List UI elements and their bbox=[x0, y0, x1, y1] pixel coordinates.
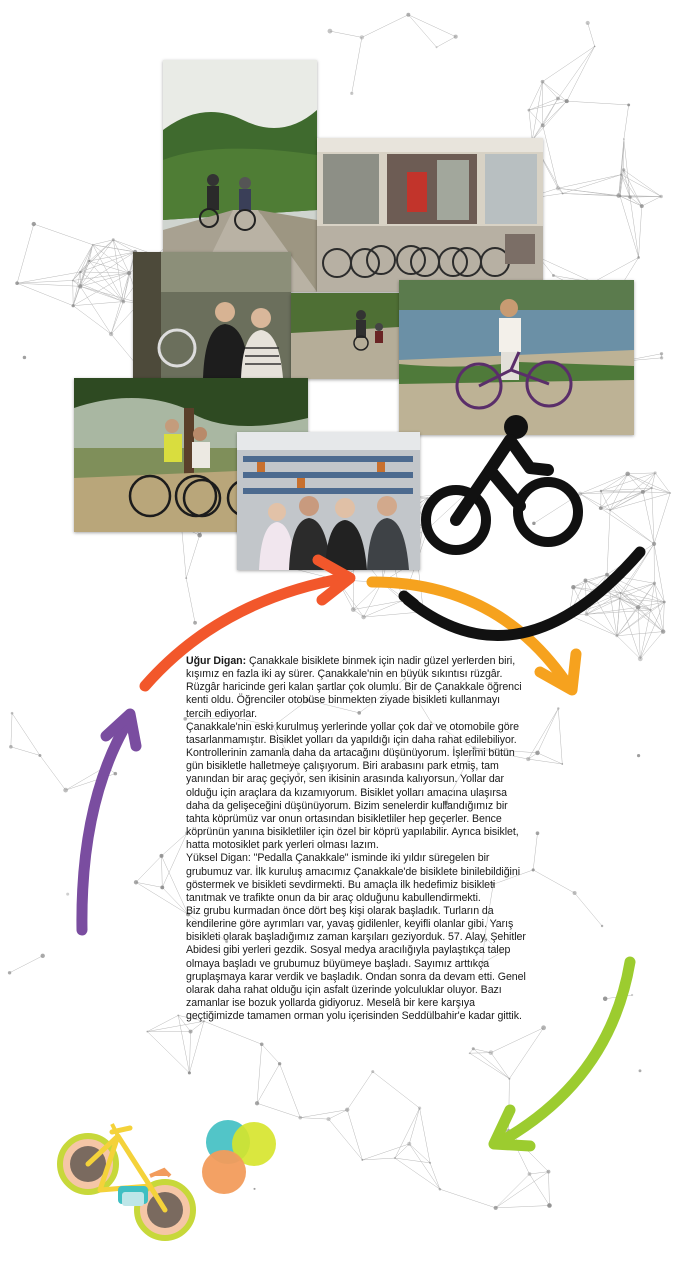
photo-shop-group bbox=[237, 432, 420, 570]
photo-group-in-shop-icon bbox=[237, 432, 420, 570]
paragraph-text: Biz grubu kurmadan önce dört beş kişi olarak başladık. Turların da kendilerine göre ayrımları var, yavaş gidilenler, keyifli olanlar gibi. Yarış bisikleti olarak başladığımız zaman karşıları geziyorduk. 57. Alay, Şehitler Abidesi gibi yerleri gezdik. Sosyal medya aracılığıyla paylaştıkça talep olmaya başladı ve grubumuz büyümeye başladı. Sayımız arttıkça gruplaşmaya karar verdik ve başladık. Ondan sonra da devam etti. Genel olarak daha rahat olduğu için asfalt üzerinde yolculuklar oluyor. Bazı zamanlar ise bozuk yollarda gidiyoruz. Meselâ bir kere karşıya geçtiğimizde tamamen orman yolu içerisinden Seddülbahir'e kadar gittik. bbox=[186, 904, 526, 1023]
article-paragraph-3 bbox=[186, 852, 526, 905]
paragraph-text: Çanakkale'nin eski kurulmuş yerlerinde yollar çok dar ve otomobile göre tasarlanmamıştır. Bisiklet yolları da yapıldığı için daha rahat edilebiliyor. Kontrollerinin zamanla daha da artacağını düşünüyorum. İşlerimi bütün gün bisikletle halletmeye çalışıyorum. Biri arabasını park etmiş, tam yanından bir araç geçiyor, sen ikisinin arasında kalıyorsun. Yollar dar olduğu için araçlara da kızamıyorum. Bisiklet yolları amacına ulaşırsa daha da gelişeceğini düşünüyorum. Bizim senelerdir kullandığımız bir tahta köprümüz var onun ortasından bisikletliler hep geçerler. Bence köprünün yanına bisikletliler için özel bir köprü yapılabilir. Ayrıca bisiklet, hatta motosiklet park yerleri olması lazım. bbox=[186, 720, 519, 852]
photo-boy-with-bike-lakeside-icon bbox=[399, 280, 634, 435]
article-paragraph-2 bbox=[186, 721, 526, 853]
article-paragraph-4 bbox=[186, 905, 526, 1023]
article-paragraph-1 bbox=[186, 655, 526, 721]
photo-tree-road bbox=[291, 293, 399, 379]
photo-bike-shop-front bbox=[317, 138, 543, 292]
paragraph-text: Yüksel Digan: "Pedalla Çanakkale" isminde iki yıldır süregelen bir grubumuz var. İlk kuruluş amacımız Çanakkale'de bisiklete binilebildiğini göstermek ve bisikleti sevdirmekti. Bu amaçla ilk hedefimiz bisikleti tanıtmak ve trafikte onun da bir araç olduğunu kabullendirmekti. bbox=[186, 852, 521, 904]
article-body bbox=[186, 655, 526, 1023]
photo-bike-shop-storefront-icon bbox=[317, 138, 543, 292]
photo-shop-interior-men bbox=[133, 252, 291, 378]
photo-cyclists-trail-icon bbox=[291, 293, 399, 379]
photo-two-men-indoors-icon bbox=[133, 252, 291, 378]
paragraph-text: Çanakkale bisiklete binmek için nadir güzel yerlerden biri, kışımız en fazla iki ay sürer. Çanakkale'nin en büyük sıkıntısı rüzgâr. Rüzgâr haricinde geri kalan şartlar çok olumlu. Bir de Çanakkale öğrenci kenti oldu. Öğrenciler otobüse binmekten ziyade bisikleti kullanmayı tercih ediyorlar. bbox=[186, 655, 522, 720]
photo-lake-cyclist bbox=[399, 280, 634, 435]
speaker-label: Uğur Digan: bbox=[186, 655, 247, 667]
